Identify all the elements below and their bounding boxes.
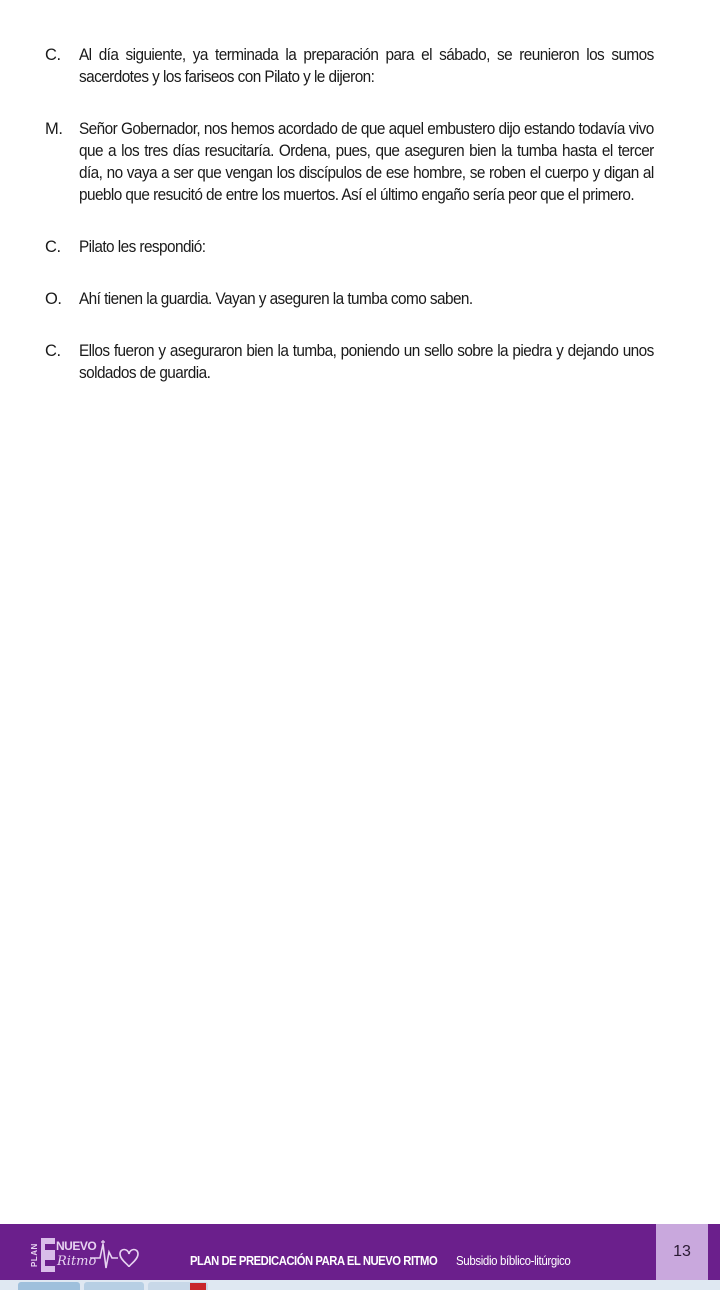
logo-ritmo-text: Ritmo [57, 1254, 97, 1269]
taskbar-button[interactable] [148, 1282, 208, 1290]
speaker-label: C. [45, 342, 61, 360]
dialogue-text: Señor Gobernador, nos hemos acordado de que aquel embustero dijo estando todavía vivo que a los tres días resucitaría. Ordena, pues, que aseguren bien la tumba hasta el tercer día, no vaya a ser que vengan los discípulos de ese hombre, se roben el cuerpo y digan al pueblo que resucitó de entre los muertos. Así el último engaño sería peor que el primero. [79, 120, 654, 204]
taskbar-button[interactable] [18, 1282, 80, 1290]
taskbar-button[interactable] [84, 1282, 144, 1290]
logo-plan-text: PLAN [30, 1243, 39, 1267]
dialogue-entry [45, 236, 697, 258]
dialogue-entry [45, 44, 697, 88]
dialogue-text: Ahí tienen la guardia. Vayan y aseguren la tumba como saben. [79, 290, 473, 308]
footer-title: PLAN DE PREDICACIÓN PARA EL NUEVO RITMO [190, 1254, 438, 1268]
footer-subtitle: Subsidio bíblico-litúrgico [456, 1254, 571, 1268]
dialogue-entry [45, 118, 697, 206]
dialogue-entry [45, 288, 697, 310]
logo-nuevo-text: NUEVO [56, 1239, 97, 1253]
page-number-box [656, 1224, 708, 1280]
e-logo-icon [41, 1238, 55, 1272]
dialogue-text: Pilato les respondió: [79, 238, 206, 256]
heartbeat-cross-icon [90, 1240, 142, 1270]
speaker-label: O. [45, 290, 62, 308]
speaker-label: M. [45, 120, 63, 138]
dialogue-text: Al día siguiente, ya terminada la preparación para el sábado, se reunieron los sumos sacerdotes y los fariseos con Pilato y le dijeron: [79, 46, 654, 86]
page-number: 13 [673, 1243, 691, 1260]
speaker-label: C. [45, 238, 61, 256]
dialogue-list [45, 44, 697, 414]
nuevo-ritmo-logo [30, 1236, 142, 1274]
dialogue-text: Ellos fueron y aseguraron bien la tumba, poniendo un sello sobre la piedra y dejando unos soldados de guardia. [79, 342, 654, 382]
dialogue-entry [45, 340, 697, 384]
speaker-label: C. [45, 46, 61, 64]
taskbar-strip [0, 1280, 720, 1290]
page-footer [0, 1224, 720, 1280]
